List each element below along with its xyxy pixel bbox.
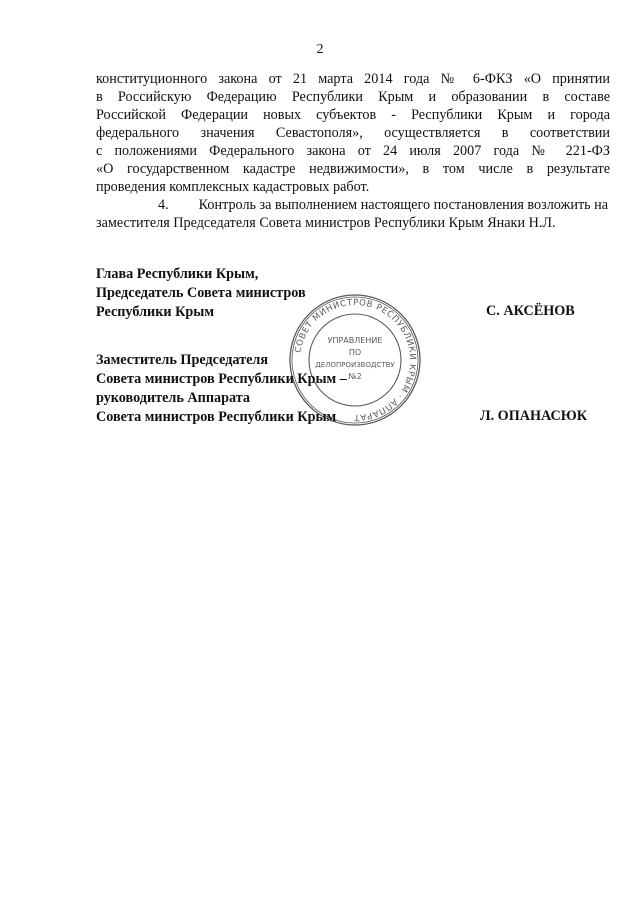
signatory-1-name: С. АКСЁНОВ (486, 303, 575, 319)
paragraph-text: Контроль за выполнением настоящего постановления возложить на (198, 197, 609, 213)
text-line: федерального значения Севастополя», осуществляется в соответствии (96, 125, 610, 141)
stamp-center-line: ДЕЛОПРОИЗВОДСТВУ (315, 361, 395, 369)
signatory-title-line: Председатель Совета министров (96, 285, 306, 301)
text-line: с положениями Федерального закона от 24 июля 2007 года № 221-ФЗ (96, 143, 610, 159)
paragraph-number: 4. (158, 197, 169, 213)
signatory-title-line: Совета министров Республики Крым – (96, 371, 347, 387)
signatory-title-line: Республики Крым (96, 304, 215, 320)
signatory-1-title (96, 265, 306, 322)
signatory-2-title (96, 351, 347, 427)
page-number: 2 (316, 42, 324, 57)
paragraph-4-first-line (96, 196, 610, 214)
text-line: в Российскую Федерацию Республики Крым и образовании в составе (96, 89, 610, 105)
signatory-title-line: Глава Республики Крым, (96, 266, 259, 282)
stamp-center-line: УПРАВЛЕНИЕ (327, 336, 383, 345)
signatory-title-line: Заместитель Председателя (96, 352, 269, 368)
stamp-center-line: ПО (348, 348, 362, 357)
stamp-center-line: №2 (348, 372, 362, 381)
text-line: конституционного закона от 21 марта 2014 года № 6-ФКЗ «О принятии (96, 71, 610, 87)
text-line: проведения комплексных кадастровых работ. (96, 179, 370, 195)
text-line: «О государственном кадастре недвижимости», в том числе в результате (96, 161, 610, 177)
text-line: заместителя Председателя Совета министров Республики Крым Янаки Н.Л. (96, 215, 556, 231)
signatory-title-line: руководитель Аппарата (96, 390, 250, 406)
stamp-ring-text: СОВЕТ МИНИСТРОВ РЕСПУБЛИКИ КРЫМ · АППАРАТ (293, 297, 418, 423)
signatory-2-name: Л. ОПАНАСЮК (480, 408, 588, 424)
signatory-title-line: Совета министров Республики Крым (96, 409, 337, 425)
text-line: Российской Федерации новых субъектов - Республики Крым и города (96, 107, 610, 123)
document-body (96, 70, 610, 232)
